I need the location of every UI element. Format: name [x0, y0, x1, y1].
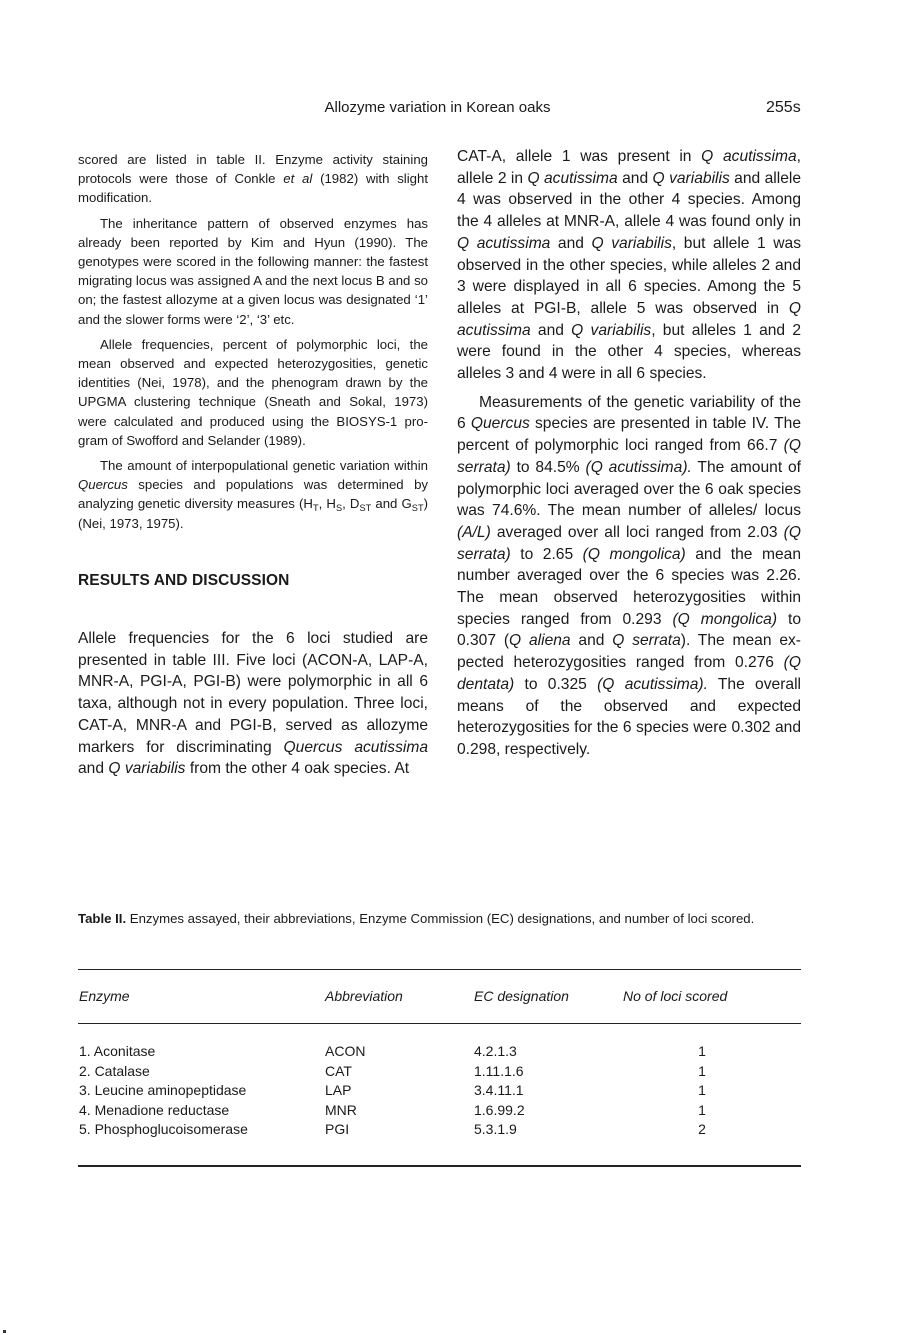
abbreviation-cell: MNR [325, 1101, 357, 1118]
table-bottom-rule [78, 1165, 801, 1167]
loci-cell: 1 [698, 1101, 706, 1118]
paragraph-results-loci: Allele frequencies for the 6 loci studied are presented in table III. Five loci (ACON-A, LAP-A, MNR-A, PGI-A, PGI-B) were polymorphic in all 6 taxa, although not in every population. Three loci, CAT-A, MNR-A and PGI-B, served as allozyme markers for discriminating Quercus acutissima and Q variabilis from the other 4 oak species. At [78, 630, 428, 778]
table-top-rule [78, 969, 801, 970]
running-title: Allozyme variation in Korean oaks [324, 99, 551, 116]
abbreviation-cell: ACON [325, 1043, 366, 1059]
ec-cell: 4.2.1.3 [474, 1043, 517, 1059]
section-heading-results: RESULTS AND DISCUSSION [78, 571, 290, 589]
table-header-abbreviation: Abbreviation [325, 988, 403, 1004]
enzyme-cell: 4. Menadione reductase [79, 1101, 230, 1118]
loci-cell: 2 [698, 1121, 706, 1137]
ec-cell: 5.3.1.9 [474, 1121, 517, 1137]
ec-cell: 3.4.11.1 [474, 1082, 524, 1098]
scan-mark [3, 1330, 6, 1333]
paragraph-allele-markers: CAT-A, allele 1 was present in Q acutissima, allele 2 in Q acutissima and Q variabilis and allele 4 was observed in the other 4 species. Among the 4 alleles at MNR-A, allele 4 was found only in Q acutissima and Q variabilis, but allele 1 was observed in the other species, while alleles 2 and 3 were displayed in all 6 species. Among the 5 alleles at PGI-B, allele 5 was observed in Q acutissima and Q variabilis, but alleles 1 and 2 were found in the other 4 species, whereas alleles 3 and 4 were in all 6 species. [457, 148, 802, 383]
abbreviation-cell: LAP [325, 1082, 352, 1098]
left-column [78, 150, 428, 780]
paragraph-genetic-variability: Measurements of the genetic variability of the 6 Quercus species are presented in table IV. The percent of polymorphic loci ranged from 66.7 (Q serrata) to 84.5% (Q acutissima). The amount of polymorphic loci averaged over the 6 oak species was 74.6%. The mean number of alleles/ locus (A/L) averaged over all loci ranged from 2.03 (Q serrata) to 2.65 (Q mongolica) and the mean number averaged over the 6 species was 2.26. The mean observed heterozygosities within species ranged from 0.293 (Q mongolica) to 0.307 (Q aliena and Q serrata). The mean expected heterozygosities ranged from 0.276 (Q dentata) to 0.325 (Q acutissima). The overall means of the observed and expected heterozygosities for the 6 species were 0.302 and 0.298, respectively. [457, 393, 802, 758]
right-column [457, 146, 801, 761]
loci-cell: 1 [698, 1082, 706, 1098]
page-number: 255s [766, 99, 801, 116]
table-header-loci-scored: No of loci scored [623, 988, 728, 1004]
enzyme-cell: 1. Aconitase [79, 1043, 156, 1059]
table-header-ec-designation: EC designation [474, 988, 569, 1004]
ec-cell: 1.11.1.6 [474, 1062, 524, 1079]
table-label: Table II. [78, 911, 127, 926]
enzyme-cell: 5. Phosphoglucoisomerase [79, 1121, 248, 1137]
paragraph-allele-frequencies: Allele frequencies, percent of polymorphic loci, the mean observed and expected heterozygosities, genetic identities (Nei, 1978), and the phenogram drawn by the UPGMA clustering technique (Sneath and Sokal, 1973) were calculated and produced using the BIOSYS-1 program of Swofford and Selander (1989). [78, 336, 428, 448]
abbreviation-cell: PGI [325, 1121, 350, 1137]
ec-cell: 1.6.99.2 [474, 1101, 525, 1118]
paragraph-methods-staining: scored are listed in table II. Enzyme activity staining protocols were those of Conkle et al (1982) with slight modification. [78, 152, 428, 206]
paragraph-inheritance: The inheritance pattern of observed enzymes has already been reported by Kim and Hyun (1990). The genotypes were scored in the following manner: the fastest migrating locus was assigned A and the next locus B and so on; the fastest allozyme at a given locus was designated ‘1’ and the slower forms were ‘2’, ‘3’ etc. [78, 215, 428, 327]
abbreviation-cell: CAT [325, 1062, 352, 1079]
loci-cell: 1 [698, 1043, 706, 1059]
table-header-enzyme: Enzyme [79, 988, 130, 1004]
enzyme-cell: 2. Catalase [79, 1062, 150, 1079]
table-caption: Table II. Enzymes assayed, their abbreviations, Enzyme Commission (EC) designations, and number of loci scored. [78, 911, 755, 926]
enzyme-cell: 3. Leucine aminopeptidase [79, 1082, 247, 1098]
table-header-rule [78, 1023, 801, 1024]
loci-cell: 1 [698, 1062, 706, 1079]
paragraph-interpopulational: The amount of interpopulational genetic variation within Quercus species and populations was determined by analyzing genetic diversity measures ($H_T$, $H_S$, $D_{ST}$ and $G_{ST}$) (Nei, 1973, 1975). [78, 458, 428, 531]
